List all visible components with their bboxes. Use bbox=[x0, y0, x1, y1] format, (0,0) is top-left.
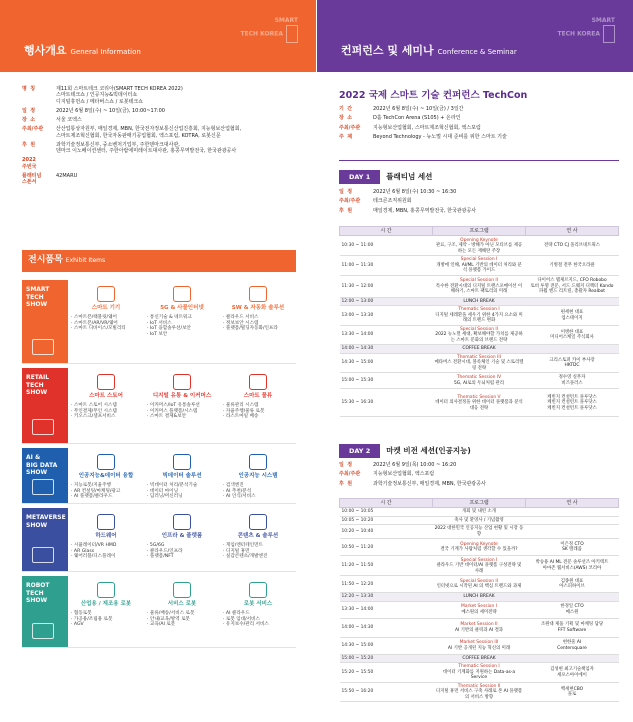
speaker-cell: 기병철 전무 한국오라클 bbox=[526, 256, 619, 276]
show-label: METAVERSE SHOW bbox=[22, 508, 68, 571]
column-header: 시 간 bbox=[340, 499, 433, 508]
category-icon bbox=[249, 286, 267, 302]
speaker-cell: 김종원 대표 아스피하이브 bbox=[526, 576, 619, 593]
show-section bbox=[22, 368, 296, 444]
table-row bbox=[340, 236, 619, 256]
speaker-cell bbox=[526, 297, 619, 306]
info-label: 2022 주빈국 bbox=[22, 157, 37, 170]
time-cell: 15:00 ~ 15:30 bbox=[340, 373, 433, 389]
table-row bbox=[340, 663, 619, 683]
show-section bbox=[22, 576, 296, 648]
table-row bbox=[340, 516, 619, 525]
info-label: 장 소 bbox=[339, 115, 353, 122]
show-label: ROBOT TECH SHOW bbox=[22, 576, 68, 647]
day2-bar: DAY 2 마켓 비전 세션(인공지능) bbox=[339, 444, 471, 458]
time-cell: 12:20 ~ 13:30 bbox=[340, 593, 433, 602]
speaker-cell: 케빈지 컨설턴트 플루닷스 케빈지 컨설턴트 플루닷스 케빈지 컨설턴트 플루닷스 bbox=[526, 389, 619, 417]
exhibit-category bbox=[144, 448, 220, 503]
time-cell: 12:00 ~ 13:00 bbox=[340, 297, 433, 306]
category-icon bbox=[173, 514, 191, 530]
info-value: 서울 코엑스 bbox=[56, 117, 82, 123]
conference-title: 컨퍼런스 및 세미나 Conference & Seminar bbox=[341, 44, 517, 57]
program-cell: COFFEE BREAK bbox=[433, 345, 526, 354]
conference-info bbox=[339, 106, 619, 143]
info-value: 2022년 6월 9일(목) 10:00 ~ 16:20 bbox=[373, 462, 457, 468]
info-row bbox=[339, 481, 619, 487]
program-cell: Special Session II 특수한 전환시대의 디지털 트랜스포메이션 이해하기, 스마트 팩토리의 미래 bbox=[433, 275, 526, 297]
table-row bbox=[340, 654, 619, 663]
table-row bbox=[340, 601, 619, 618]
general-information-banner bbox=[0, 0, 316, 72]
category-name: 빅데이터 솔루션 bbox=[162, 473, 202, 479]
info-row bbox=[22, 157, 302, 170]
time-cell: 10:05 ~ 10:20 bbox=[340, 516, 433, 525]
time-cell: 13:00 ~ 13:30 bbox=[340, 306, 433, 326]
exhibit-category bbox=[144, 368, 220, 443]
time-cell: 11:20 ~ 11:50 bbox=[340, 556, 433, 576]
info-value: 2022년 6월 8일(수) ~ 10일(금) / 3일간 bbox=[373, 106, 464, 112]
info-row bbox=[339, 471, 619, 477]
category-items: · 이커머스/IoT 유통솔루션 · 이커머스 플랫폼/시스템 · 스마트 결제&보안 bbox=[147, 402, 200, 420]
show-icon bbox=[32, 339, 54, 355]
day2-info bbox=[339, 462, 619, 490]
program-cell: Thematic Session II 디지털 휴먼 서비스 구축 사례로 본 AI 플랫폼의 서비스 방향 bbox=[433, 682, 526, 702]
speaker-cell: 크리스토퍼 카이 부사장 HKTDC bbox=[526, 353, 619, 373]
category-items: · 스마트 스토어 시스템 · 무인결제/무인 시스템 · 키오스크/셀프서비스 bbox=[71, 402, 117, 420]
category-icon bbox=[249, 454, 267, 470]
category-icon bbox=[97, 286, 115, 302]
info-label: 주최/주관 bbox=[339, 198, 361, 205]
table-row bbox=[340, 306, 619, 326]
info-label: 명 칭 bbox=[22, 86, 36, 92]
program-cell: Thematic Session I 디지털 세레환을 세우기 위한 4가지 요소와 미래의 트렌드 변화 bbox=[433, 306, 526, 326]
time-cell: 14:30 ~ 15:00 bbox=[340, 353, 433, 373]
time-cell: 10:20 ~ 10:40 bbox=[340, 525, 433, 539]
time-cell: 13:30 ~ 14:00 bbox=[340, 601, 433, 618]
program-cell: Thematic Session III 메타버스 전환시대, 블록체인 기술 및 스토리텔링 전략 bbox=[433, 353, 526, 373]
category-icon bbox=[173, 374, 191, 390]
category-items: · 지능로봇/지율주행 · AR 컨설팅/마케팅/광고 · AI 플랫폼/클라우드 bbox=[71, 482, 121, 500]
show-icon bbox=[32, 623, 54, 639]
info-label: 주최/주관 bbox=[339, 471, 361, 478]
category-items: · 물류관리 시스템 · 자율주행/물류 로봇 · 라스트마일 배송 bbox=[223, 402, 265, 420]
techcon-title: 2022 국제 스마트 기술 컨퍼런스 TechCon bbox=[339, 90, 528, 101]
time-cell: 11:00 ~ 11:30 bbox=[340, 256, 433, 276]
category-items: · 빅데이터 처리/분석기술 · 데이터 마이닝 · 딥러닝/머신러닝 bbox=[147, 482, 198, 500]
time-cell: 11:30 ~ 12:00 bbox=[340, 275, 433, 297]
divider bbox=[339, 160, 619, 161]
time-cell: 14:30 ~ 15:00 bbox=[340, 637, 433, 654]
time-cell: 10:50 ~ 11:20 bbox=[340, 539, 433, 556]
category-name: 인공지능 시스템 bbox=[238, 473, 278, 479]
exhibit-category bbox=[220, 448, 296, 503]
speaker-cell: 편세현 대표 업스테이지 bbox=[526, 306, 619, 326]
speaker-cell: 김성현 최고기술책임자 세포스아이에이 bbox=[526, 663, 619, 683]
category-icon bbox=[249, 374, 267, 390]
info-row bbox=[339, 106, 619, 112]
event-info-list bbox=[22, 86, 302, 188]
info-label: 플래티넘 스폰서 bbox=[22, 172, 42, 185]
category-icon bbox=[97, 514, 115, 530]
table-row bbox=[340, 508, 619, 517]
table-row bbox=[340, 275, 619, 297]
info-row bbox=[22, 142, 302, 155]
info-value: 2022년 6월 8일(수) ~ 10일(금), 10:00~17:00 bbox=[56, 107, 165, 114]
show-section bbox=[22, 280, 296, 364]
info-label: 주최/주관 bbox=[339, 124, 361, 131]
show-section bbox=[22, 508, 296, 572]
table-row bbox=[340, 353, 619, 373]
category-name: 하드웨어 bbox=[95, 533, 117, 539]
program-cell: Thematic Session IV 5G, AI로의 두뇌처럼 관리 bbox=[433, 373, 526, 389]
speaker-cell: 이병한 대표 미디어스케일 주식회사 bbox=[526, 325, 619, 345]
smart-tech-korea-logo: SMART TECH KOREA bbox=[240, 18, 298, 43]
info-label: 주 제 bbox=[339, 133, 353, 140]
speaker-cell: 한경일 CTO 메스원 bbox=[526, 601, 619, 618]
category-name: 디지털 유통 & 이커머스 bbox=[152, 393, 212, 399]
info-label: 일 정 bbox=[22, 107, 36, 114]
time-cell: 13:30 ~ 14:00 bbox=[340, 325, 433, 345]
category-items: · 시뮬레이터/VR HMD · AR Glass · 웨어러블/디스플레이 bbox=[71, 542, 117, 560]
speaker-cell bbox=[526, 345, 619, 354]
category-items: · 스마트폰/태블릿/웨어 · 스마트폰/AR/VR/웨어 · 스마트 디바이스/모빌리티 bbox=[71, 314, 126, 332]
category-icon bbox=[97, 582, 115, 598]
program-cell: Opening Keynote 관료, 구조, 제약 - 방해가 아닌 모티브를 제공하는 모든 재해란 주장 bbox=[433, 236, 526, 256]
table-row bbox=[340, 556, 619, 576]
info-label: 주최/주관 bbox=[22, 126, 44, 133]
category-name: 5G & 사물인터넷 bbox=[160, 305, 204, 311]
category-name: 로봇 서비스 bbox=[243, 601, 273, 607]
table-row bbox=[340, 345, 619, 354]
exhibit-category bbox=[220, 576, 296, 647]
exhibit-category bbox=[220, 368, 296, 443]
info-value: 지능형보산업협회, 스마트제조혁신협회, 엑스포럼 bbox=[373, 124, 481, 131]
program-cell: Special Session II 2022 뉴노멀 세대, 확보해야할 가치를 제공하는 스마트 문화의 브랜드 전략 bbox=[433, 325, 526, 345]
category-icon bbox=[249, 514, 267, 530]
category-icon bbox=[173, 454, 191, 470]
category-name: 서비스 로봇 bbox=[167, 601, 197, 607]
program-cell: 개회 및 내빈 소개 bbox=[433, 508, 526, 517]
show-label: RETAIL TECH SHOW bbox=[22, 368, 68, 443]
day1-bar: DAY 1 플래티넘 세션 bbox=[339, 170, 432, 184]
category-icon bbox=[173, 286, 191, 302]
logo-mark-icon bbox=[286, 25, 298, 43]
column-header: 연 사 bbox=[526, 499, 619, 508]
category-items: · 클라우드 서비스 · 정보보안 시스템 · 플랫폼/빌딩자동화/인프라 bbox=[223, 314, 278, 332]
time-cell: 15:50 ~ 16:20 bbox=[340, 682, 433, 702]
info-label: 기 간 bbox=[339, 106, 353, 112]
info-value: 지능형보산업협회, 엑스포럼 bbox=[373, 471, 435, 478]
info-row bbox=[339, 198, 619, 204]
info-value: Beyond Technology - 뉴노멀 시대 준비를 위한 스마트 기술 bbox=[373, 133, 507, 140]
time-cell: 14:00 ~ 14:30 bbox=[340, 618, 433, 637]
table-row bbox=[340, 256, 619, 276]
day2-schedule-table bbox=[339, 498, 619, 702]
exhibit-category bbox=[68, 368, 144, 443]
program-cell: 축사 및 환영사 / 기념촬영 bbox=[433, 516, 526, 525]
table-row bbox=[340, 618, 619, 637]
table-row bbox=[340, 576, 619, 593]
speaker-cell bbox=[526, 516, 619, 525]
column-header: 연 사 bbox=[526, 227, 619, 236]
program-cell: LUNCH BREAK bbox=[433, 593, 526, 602]
info-row bbox=[22, 108, 302, 114]
time-cell: 14:00 ~ 14:30 bbox=[340, 345, 433, 354]
table-row bbox=[340, 297, 619, 306]
info-value bbox=[56, 157, 302, 170]
program-cell: Market Session III AI 기반 공개된 지능 혁신의 미래 bbox=[433, 637, 526, 654]
time-cell: 10:00 ~ 10:05 bbox=[340, 508, 433, 517]
speaker-cell: 조원대 제품 기획 및 마케팅 담당 FFT Software bbox=[526, 618, 619, 637]
exhibit-category bbox=[144, 576, 220, 647]
category-items: · 협동로봇 · 가공용/조립용 로봇 · AGV bbox=[71, 610, 113, 628]
info-value: 테크콘조직위원회 bbox=[373, 198, 412, 205]
table-row bbox=[340, 539, 619, 556]
speaker-cell bbox=[526, 525, 619, 539]
show-icon bbox=[32, 479, 54, 495]
info-label: 장 소 bbox=[22, 117, 36, 123]
info-value: 42MARU bbox=[56, 172, 78, 179]
conference-column bbox=[317, 0, 633, 722]
speaker-cell: 전략 CTO CJ 올리브네트웍스 bbox=[526, 236, 619, 256]
program-cell: Thematic Session I 데이터 기계화를 지원하는 Data-as-a Service bbox=[433, 663, 526, 683]
exhibit-category bbox=[144, 508, 220, 571]
category-name: 인공지능&데이터 융합 bbox=[78, 473, 134, 479]
program-cell: Market Session II AI 기반의 클릭과 AI 결과 bbox=[433, 618, 526, 637]
category-icon bbox=[97, 374, 115, 390]
category-items: · 게임/엔터테인먼트 · 디지털 휴먼 · 실감콘텐츠/개발엔진 bbox=[223, 542, 268, 560]
exhibit-items-header: 전시품목 Exhibit Items bbox=[22, 250, 296, 272]
program-cell: Market Session I 메스원의 세미전략 bbox=[433, 601, 526, 618]
exhibit-category bbox=[220, 280, 296, 363]
program-cell: 2022 대한민국 인공지능 산업 현황 및 시장 동향 bbox=[433, 525, 526, 539]
info-row bbox=[339, 125, 619, 131]
speaker-cell: 다이어스 랩제르지드, CFO Robobo 토비 투명 전문, 서드 드웨지 디렉터 Kando 파월 엔드 리트릴, 총괄자 Realbot bbox=[526, 275, 619, 297]
info-value: 2022년 6월 8일(수) 10:30 ~ 16:30 bbox=[373, 189, 457, 195]
category-items: · 통신기술 & 네트워크 · IoT 서비스 · IoT 융합솔루션/보안 · IoT 보안 bbox=[147, 314, 192, 338]
general-information-column bbox=[0, 0, 316, 722]
table-row bbox=[340, 682, 619, 702]
category-name: 스마트 기기 bbox=[91, 305, 121, 311]
category-name: SW & 자동화 솔루션 bbox=[231, 305, 285, 311]
exhibit-category bbox=[68, 448, 144, 503]
smart-tech-korea-logo: SMART TECH KOREA bbox=[557, 18, 615, 43]
speaker-cell: 현한울 AI Centersquare bbox=[526, 637, 619, 654]
conference-banner bbox=[317, 0, 633, 72]
program-cell: COFFEE BREAK bbox=[433, 654, 526, 663]
info-row bbox=[339, 134, 619, 140]
info-label: 후 원 bbox=[339, 480, 353, 487]
speaker-cell: 이은정 CTO SK 텔레콤 bbox=[526, 539, 619, 556]
category-name: 인프라 & 플랫폼 bbox=[161, 533, 203, 539]
info-row bbox=[22, 117, 302, 123]
category-name: 콘텐츠 & 솔루션 bbox=[237, 533, 279, 539]
column-header: 프로그램 bbox=[433, 227, 526, 236]
category-items: · 물류/배송/서비스 로봇 · 안내/교육/방역 로봇 · 교육/AI 로봇 bbox=[147, 610, 195, 628]
day1-info bbox=[339, 189, 619, 217]
exhibit-category bbox=[68, 508, 144, 571]
time-cell: 15:00 ~ 15:20 bbox=[340, 654, 433, 663]
info-row bbox=[22, 126, 302, 139]
time-cell: 15:20 ~ 15:50 bbox=[340, 663, 433, 683]
category-items: · 5G/6G · 클라우드/인프라 · 플랫폼/NFT bbox=[147, 542, 183, 560]
table-header bbox=[340, 227, 619, 236]
table-row bbox=[340, 325, 619, 345]
exhibit-category bbox=[144, 280, 220, 363]
table-row bbox=[340, 637, 619, 654]
table-header bbox=[340, 499, 619, 508]
program-cell: Special Session II 인터넷으로 시작된 AI 의 핵심 트렌드와 과제 bbox=[433, 576, 526, 593]
show-label: AI & BIG DATA SHOW bbox=[22, 448, 68, 503]
table-row bbox=[340, 389, 619, 417]
show-icon bbox=[32, 547, 54, 563]
general-information-title: 행사개요 General Information bbox=[24, 44, 141, 57]
info-row bbox=[339, 189, 619, 195]
info-label: 후 원 bbox=[22, 141, 36, 148]
program-cell: Opening Keynote 결국 기계가 사람처럼 생각할 수 있을까? bbox=[433, 539, 526, 556]
info-value: 산산업통상자원부, 매일경제, MBN, 한국전자정보통신산업진흥회, 지능형보산업협회, 스마트제조혁신협회, 한국자동판매기공업협회, 엑스포럼, KOTRA, 로봇신문 bbox=[56, 126, 242, 139]
speaker-cell bbox=[526, 508, 619, 517]
info-label: 일 정 bbox=[339, 189, 353, 195]
column-header: 시 간 bbox=[340, 227, 433, 236]
speaker-cell: 박승용 AI ML 전문 솔루션즈 아키텍트 아마존 웹서비스(AWS) 코리아 bbox=[526, 556, 619, 576]
day1-schedule-table bbox=[339, 226, 619, 417]
time-cell: 11:50 ~ 12:20 bbox=[340, 576, 433, 593]
time-cell: 10:30 ~ 11:00 bbox=[340, 236, 433, 256]
show-icon bbox=[32, 419, 54, 435]
program-cell: Thematic Session V 데이터 의사결정을 위한 데이터 플랫폼과 분석 대응 전략 bbox=[433, 389, 526, 417]
exhibit-category bbox=[68, 576, 144, 647]
info-value: 제11회 스마트테크 코리아(SMART TECH KOREA 2022) 스마트테크쇼 / 인공지능&빅데이터쇼 디지털휴먼쇼 / 메타버스쇼 / 로봇테크쇼 bbox=[56, 86, 183, 105]
program-cell: Special Session I 클라우드 기반 데이터/AI 플랫폼 구성전략 및 사례 bbox=[433, 556, 526, 576]
exhibit-category bbox=[220, 508, 296, 571]
info-row bbox=[339, 208, 619, 214]
info-row bbox=[22, 86, 302, 105]
info-label: 일 정 bbox=[339, 462, 353, 468]
show-section bbox=[22, 448, 296, 504]
exhibit-category bbox=[68, 280, 144, 363]
info-value: 매일경제, MBN, 홍콩무역발전국, 한국관광공사 bbox=[373, 207, 477, 214]
table-row bbox=[340, 525, 619, 539]
time-cell: 15:30 ~ 16:30 bbox=[340, 389, 433, 417]
category-icon bbox=[173, 582, 191, 598]
category-icon bbox=[249, 582, 267, 598]
category-items: · 검색엔진 · AI 추천/분석 · AI 인식/서비스 bbox=[223, 482, 256, 500]
program-cell: Special Session I 개방에 인해, AI/ML 기반의 데이터 처리와 분석 플랫폼 가이드 bbox=[433, 256, 526, 276]
category-name: 스마트 스토어 bbox=[89, 393, 123, 399]
category-name: 산업용 / 제조용 로봇 bbox=[80, 601, 132, 607]
category-items: · AI 클라우드 · 로봇 임대/서비스 · 유지보수/관리 서비스 bbox=[223, 610, 269, 628]
category-icon bbox=[97, 454, 115, 470]
speaker-cell bbox=[526, 593, 619, 602]
speaker-cell: 백세현CBO 플로 bbox=[526, 682, 619, 702]
info-row bbox=[22, 173, 302, 186]
info-value: D홀 TechCon Arena (S105) + 온라인 bbox=[373, 115, 461, 122]
column-header: 프로그램 bbox=[433, 499, 526, 508]
info-row bbox=[339, 462, 619, 468]
program-cell: LUNCH BREAK bbox=[433, 297, 526, 306]
table-row bbox=[340, 373, 619, 389]
logo-mark-icon bbox=[603, 25, 615, 43]
category-name: 스마트 물류 bbox=[243, 393, 273, 399]
info-value: 과학기술정보통신부, 중소벤처기업부, 주한덴마크대사관, 덴마크 이노베이션센터, 주한아랍에미레이트대사관, 홍콩무역발전국, 한국관광공사 bbox=[56, 141, 237, 154]
show-label: SMART TECH SHOW bbox=[22, 280, 68, 363]
speaker-cell bbox=[526, 654, 619, 663]
table-row bbox=[340, 593, 619, 602]
speaker-cell: 정수영 실무자 비즈플러스 bbox=[526, 373, 619, 389]
info-row bbox=[339, 115, 619, 121]
info-value: 과학기술정보통신부, 매일경제, MBN, 한국관광공사 bbox=[373, 480, 486, 487]
info-label: 후 원 bbox=[339, 207, 353, 214]
